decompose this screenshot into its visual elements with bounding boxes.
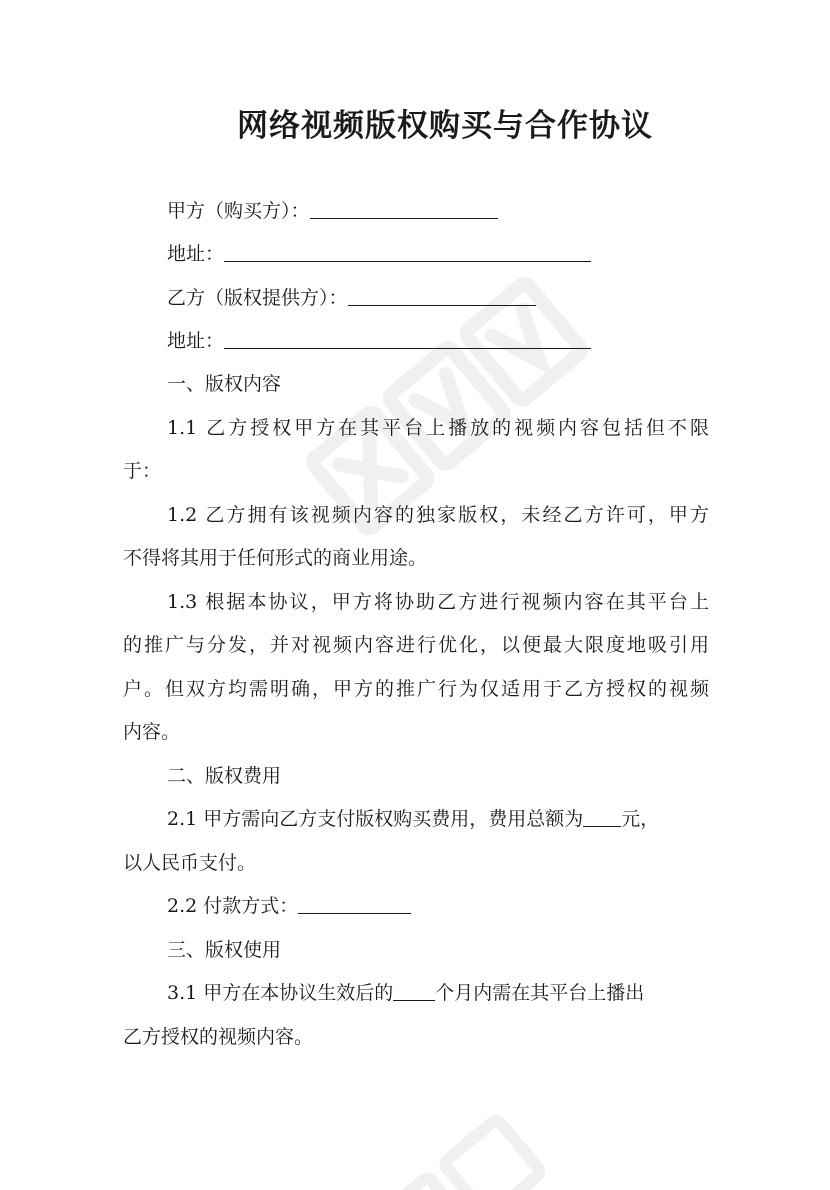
- clause-2-2-label: 2.2 付款方式：: [167, 895, 299, 917]
- address-b-blank[interactable]: [224, 328, 591, 349]
- clause-3-1-line-2: 乙方授权的视频内容。: [123, 1026, 314, 1048]
- clause-2-1-line-1: [167, 805, 659, 833]
- address-a-blank[interactable]: [224, 241, 591, 262]
- party-b-label: 乙方（版权提供方）：: [167, 287, 348, 309]
- address-a-line: [167, 240, 591, 268]
- party-a-line: [167, 197, 498, 225]
- section-1-heading: 一、版权内容: [167, 373, 282, 395]
- address-b-line: [167, 327, 591, 355]
- party-b-blank[interactable]: [348, 285, 536, 306]
- section-3-heading: 三、版权使用: [167, 939, 282, 961]
- party-b-line: [167, 284, 536, 312]
- clause-1-1-line-1: 1.1 乙方授权甲方在其平台上播放的视频内容包括但不限: [167, 417, 709, 439]
- clause-3-1-text-before: 3.1 甲方在本协议生效后的: [167, 982, 394, 1004]
- party-a-label: 甲方（购买方）：: [167, 200, 310, 222]
- clause-1-3-line-4: 内容。: [123, 721, 181, 743]
- party-a-blank[interactable]: [310, 198, 498, 219]
- address-b-label: 地址：: [167, 330, 225, 352]
- clause-2-1-text-after: 元，: [621, 808, 660, 830]
- clause-2-1-text-before: 2.1 甲方需向乙方支付版权购买费用，费用总额为: [167, 808, 584, 830]
- clause-2-1-line-2: 以人民币支付。: [123, 852, 257, 874]
- clause-3-1-text-after: 个月内需在其平台上播出: [435, 982, 645, 1004]
- clause-1-2-line-2: 不得将其用于任何形式的商业用途。: [123, 547, 428, 569]
- clause-2-2-line: [167, 892, 411, 920]
- clause-1-3-line-2: 的推广与分发，并对视频内容进行优化，以便最大限度地吸引用: [123, 634, 709, 656]
- clause-1-3-line-3: 户。但双方均需明确，甲方的推广行为仅适用于乙方授权的视频: [123, 678, 709, 700]
- address-a-label: 地址：: [167, 243, 225, 265]
- payment-method-blank[interactable]: [298, 893, 411, 914]
- section-2-heading: 二、版权费用: [167, 765, 282, 787]
- document-title: 网络视频版权购买与合作协议: [237, 108, 653, 144]
- clause-1-3-line-1: 1.3 根据本协议，甲方将协助乙方进行视频内容在其平台上: [167, 591, 709, 613]
- clause-1-1-line-2: 于：: [123, 460, 162, 482]
- clause-3-1-line-1: [167, 979, 644, 1007]
- months-blank[interactable]: [393, 980, 435, 1001]
- clause-1-2-line-1: 1.2 乙方拥有该视频内容的独家版权，未经乙方许可，甲方: [167, 504, 709, 526]
- fee-amount-blank[interactable]: [583, 806, 621, 827]
